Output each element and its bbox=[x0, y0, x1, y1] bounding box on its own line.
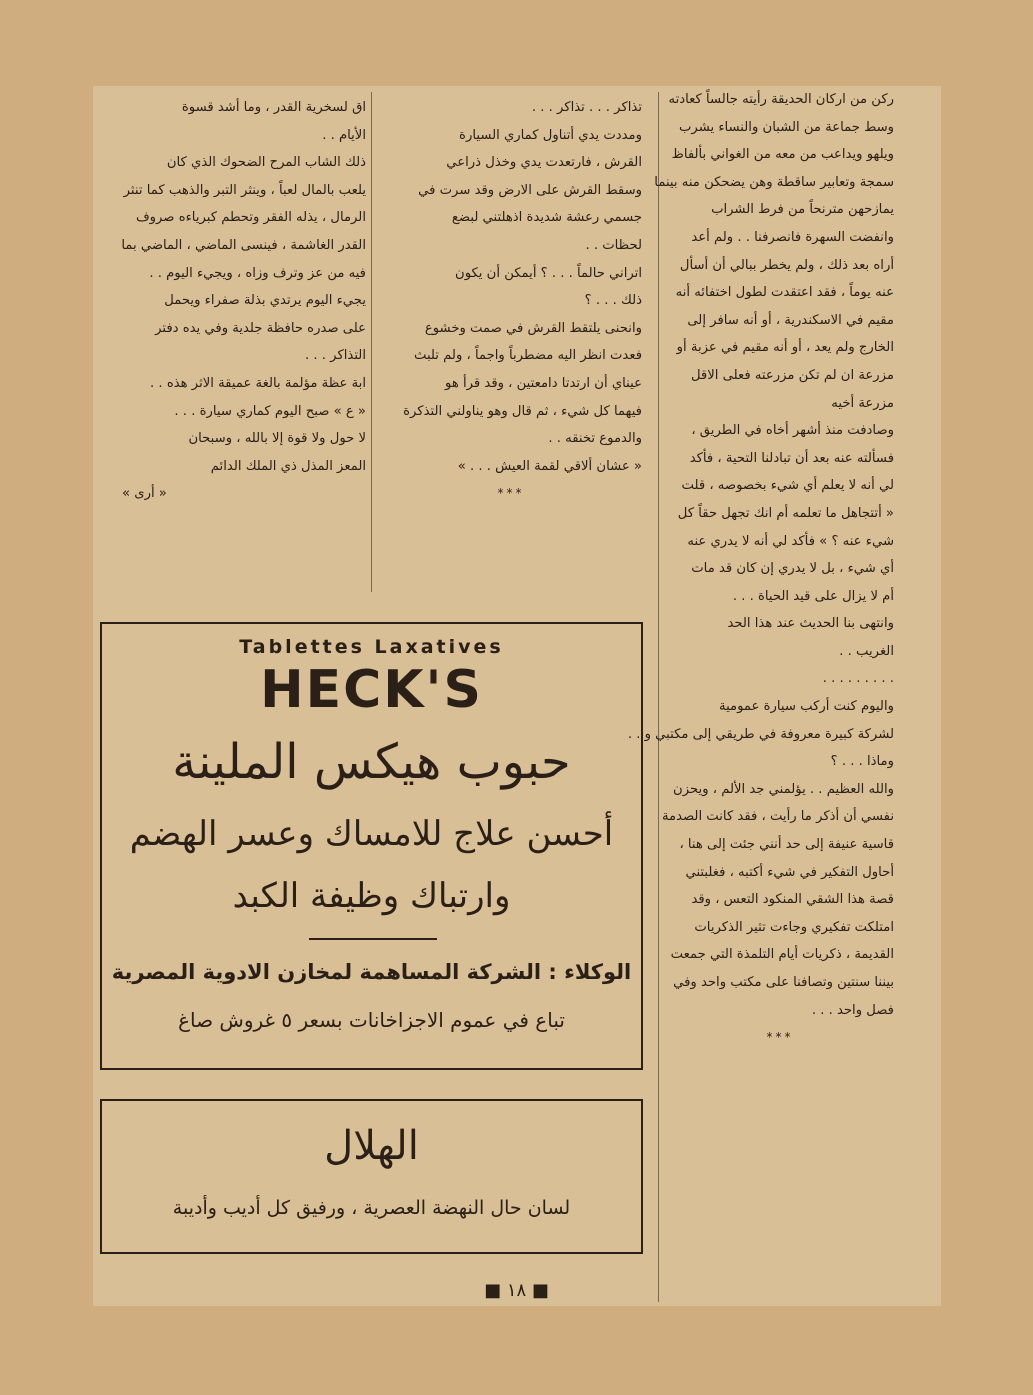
left-column-line: « ع » صبح اليوم كماري سيارة . . . bbox=[174, 403, 366, 419]
left-column-line: يجيء اليوم يرتدي بذلة صفراء ويحمل bbox=[164, 293, 366, 309]
left-column-line: الرمال ، يذله الفقر وتحطم كبرياءه صروف bbox=[135, 210, 366, 226]
ad-brand-name: HECK'S bbox=[260, 660, 483, 720]
right-column-line: الخارج ولم يعد ، أو أنه مقيم في عزبة أو bbox=[676, 340, 894, 356]
middle-column-line: عيناي أن ارتدتا دامعتين ، وقد قرأ هو bbox=[445, 375, 642, 391]
right-column-line: قصة هذا الشقي المنكود التعس ، وقد bbox=[691, 892, 894, 908]
right-column-line: . . . . . . . . . bbox=[822, 671, 894, 687]
left-column-line: ابة عظة مؤلمة بالغة عميقة الاثر هذه . . bbox=[150, 375, 366, 391]
right-column-line: واليوم كنت أركب سيارة عمومية bbox=[719, 699, 894, 715]
middle-column-line: والدموع تخنقه . . bbox=[548, 431, 642, 447]
hilal-name: الهلال bbox=[324, 1123, 419, 1169]
right-column-line: وسط جماعة من الشبان والنساء يشرب bbox=[679, 119, 894, 135]
right-column-line: وانفضت السهرة فانصرفنا . . ولم أعد bbox=[691, 229, 894, 245]
left-column-line: فيه من عز وترف وزاه ، ويجيء اليوم . . bbox=[149, 265, 366, 281]
right-column-line: « أتتجاهل ما تعلمه أم انك تجهل حقاً كل bbox=[677, 505, 894, 521]
right-column-line: والله العظيم . . يؤلمني جد الألم ، ويحزن bbox=[673, 781, 894, 797]
right-column-line: أي شيء ، بل لا يدري إن كان قد مات bbox=[691, 561, 894, 577]
right-column-line: شيء عنه ؟ » فأكد لي أنه لا يدري عنه bbox=[687, 533, 894, 549]
right-column-line: ركن من اركان الحديقة رأيته جالساً كعادته bbox=[668, 92, 894, 107]
left-column-line: التذاكر . . . bbox=[305, 348, 366, 364]
middle-column-line: « عشان ألاقي لقمة العيش . . . » bbox=[457, 458, 642, 474]
middle-column-line: ذلك . . . ؟ bbox=[584, 293, 642, 309]
middle-column-line: ومددت يدي أتناول كماري السيارة bbox=[459, 127, 642, 143]
right-column-line: سمجة وتعابير ساقطة وهن يضحكن منه بينما bbox=[654, 174, 894, 190]
left-column-line: اق لسخرية القدر ، وما أشد قسوة bbox=[181, 100, 366, 115]
ad-arabic-title: حبوب هيكس الملينة bbox=[172, 734, 571, 790]
right-column-line: وماذا . . . ؟ bbox=[830, 754, 894, 770]
left-column-line: لا حول ولا قوة إلا بالله ، وسبحان bbox=[188, 431, 366, 447]
left-column-line: الأيام . . bbox=[322, 127, 366, 143]
right-column-line: لشركة كبيرة معروفة في طريقي إلى مكتبي و . . bbox=[627, 726, 894, 742]
right-column-line: لي أنه لا يعلم أي شيء بخصوصه ، قلت bbox=[681, 478, 894, 494]
article-column-left bbox=[92, 94, 366, 508]
right-column-line: أراه بعد ذلك ، ولم يخطر ببالي أن أسأل bbox=[679, 257, 894, 273]
middle-column-line: وسقط القرش على الارض وقد سرت في bbox=[418, 182, 642, 198]
ad-agents: الوكلاء : الشركة المساهمة لمخازن الادوية المصرية bbox=[111, 960, 632, 984]
right-column-line: مزرعة أخيه bbox=[831, 395, 894, 411]
ad-latin-tagline: Tablettes Laxatives bbox=[239, 636, 504, 658]
middle-column-line: وانحنى يلتقط القرش في صمت وخشوع bbox=[424, 320, 642, 336]
right-column-line: القديمة ، ذكريات أيام التلمذة التي جمعت bbox=[670, 947, 894, 963]
right-column-line: مقيم في الاسكندرية ، أو أنه سافر إلى bbox=[687, 312, 894, 328]
left-column-line: على صدره حافظة جلدية وفي يده دفتر bbox=[155, 320, 366, 336]
column-rule-right bbox=[658, 92, 659, 1302]
ad-line-1: أحسن علاج للامساك وعسر الهضم bbox=[129, 814, 614, 854]
right-column-line: أم لا يزال على قيد الحياة . . . bbox=[732, 588, 894, 604]
middle-column-line: فيهما كل شيء ، ثم قال وهو يناولني التذكرة bbox=[403, 403, 642, 419]
middle-column-line: القرش ، فارتعدت يدي وخذل ذراعي bbox=[446, 155, 642, 171]
middle-column-line: اتراني حالماً . . . ؟ أيمكن أن يكون bbox=[455, 265, 642, 281]
page-number: ■ ١٨ ■ bbox=[484, 1280, 549, 1301]
middle-column-line: جسمي رعشة شديدة اذهلتني لبضع bbox=[451, 210, 642, 226]
right-column-line: قاسية عنيفة إلى حد أنني جئت إلى هنا ، bbox=[679, 837, 894, 853]
right-column-line: عنه يوماً ، فقد اعتقدت لطول اختفائه أنه bbox=[675, 285, 894, 301]
right-column-line: مزرعة ان لم تكن مزرعته فعلى الاقل bbox=[690, 367, 894, 383]
right-column-line: نفسي أن أذكر ما رأيت ، فقد كانت الصدمة bbox=[661, 809, 894, 825]
right-column-line: ويلهو ويداعب من معه من الغواني بألفاظ bbox=[671, 147, 894, 163]
left-column-line: المعز المذل ذي الملك الدائم bbox=[210, 458, 366, 474]
author-signature: « أرى » bbox=[122, 486, 167, 502]
left-column-line: يلعب بالمال لعباً ، وينثر التبر والذهب كما تنثر bbox=[123, 182, 366, 198]
column-rule-middle bbox=[371, 92, 372, 592]
right-column-line: فسألته عنه بعد أن تبادلنا التحية ، فأكد bbox=[689, 450, 894, 466]
middle-column-line: تذاكر . . . تذاكر . . . bbox=[531, 100, 642, 115]
ad-divider bbox=[309, 938, 437, 940]
article-column-middle bbox=[380, 94, 642, 508]
right-column-line: أحاول التفكير في شيء أكتبه ، فغلبتني bbox=[685, 864, 894, 880]
right-column-line: فصل واحد . . . bbox=[811, 1002, 894, 1018]
right-column-line: وانتهى بنا الحديث عند هذا الحد bbox=[727, 616, 894, 632]
section-break-stars: *** bbox=[497, 486, 525, 501]
right-column-line: وصادفت منذ أشهر أخاه في الطريق ، bbox=[691, 423, 894, 439]
middle-column-line: لحظات . . bbox=[585, 237, 642, 253]
hilal-tagline: لسان حال النهضة العصرية ، ورفيق كل أديب وأديبة bbox=[172, 1197, 571, 1219]
middle-column-line: فعدت انظر اليه مضطرباً واجماً ، ولم تلبث bbox=[414, 348, 642, 364]
ad-line-2: وارتباك وظيفة الكبد bbox=[232, 876, 511, 916]
right-column-line: الغريب . . bbox=[839, 643, 894, 659]
right-column-line: بيننا سنتين وتصافنا على مكتب واحد وفي bbox=[673, 975, 894, 990]
ad-sale-info: تباع في عموم الاجزاخانات بسعر ٥ غروش صاغ bbox=[178, 1008, 565, 1032]
hilal-advertisement bbox=[100, 1099, 643, 1254]
right-column-line: يمازحهن مترنحاً من فرط الشراب bbox=[711, 202, 894, 218]
right-column-line: امتلكت تفكيري وجاءت تثير الذكريات bbox=[694, 919, 894, 935]
hecks-advertisement bbox=[100, 622, 643, 1070]
left-column-line: ذلك الشاب المرح الضحوك الذي كان bbox=[166, 155, 366, 171]
article-column-right bbox=[627, 86, 894, 1052]
left-column-line: القدر الغاشمة ، فينسى الماضي ، الماضي بما bbox=[121, 237, 366, 253]
section-break-stars: *** bbox=[766, 1030, 794, 1045]
